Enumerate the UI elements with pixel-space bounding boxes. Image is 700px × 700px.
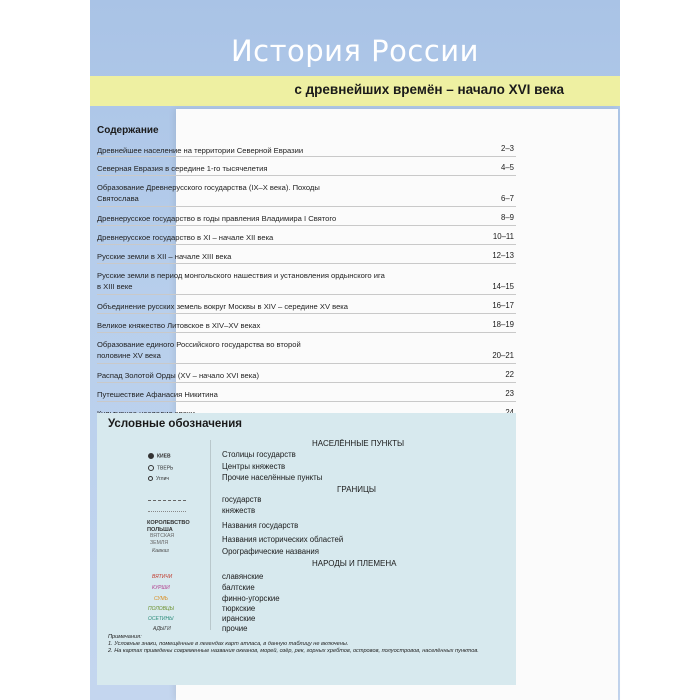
- capital-dot-icon: [148, 453, 154, 459]
- legend-entry: славянские: [222, 572, 264, 581]
- toc-page-number: 10–11: [492, 232, 514, 241]
- toc-item: Древнерусское государство в XI – начале XII века 10–11: [97, 226, 516, 245]
- legend-divider: [210, 440, 211, 630]
- legend-entry: финно-угорские: [222, 594, 280, 603]
- toc-page-number: 4–5: [500, 163, 514, 172]
- toc-item: Образование единого Российского государства во второй половине XV века 20–21: [97, 333, 516, 364]
- note-item: 1. Условные знаки, помещённые в легендах карт атласа, в данную таблицу не включены.: [108, 641, 349, 648]
- legend-section-peoples: НАРОДЫ И ПЛЕМЕНА: [312, 559, 397, 568]
- toc-page-number: 23: [505, 389, 514, 398]
- state-border-line-icon: [148, 500, 186, 501]
- baltic-people-symbol: КУРШИ: [152, 585, 170, 591]
- toc-item: Русские земли в период монгольского нашествия и установления ордынского ига в XIII веке 14–15: [97, 264, 516, 295]
- notes-heading: Примечания:: [108, 634, 142, 640]
- state-name-symbol: КОРОЛЕВСТВО ПОЛЬША: [147, 520, 190, 533]
- principality-center-symbol: ТВЕРЬ: [148, 465, 173, 471]
- toc-page-number: 2–3: [500, 144, 514, 153]
- toc-item: Северная Евразия в середине 1-го тысячелетия 4–5: [97, 157, 516, 176]
- legend-entry: государств: [222, 495, 262, 504]
- legend-entry: иранские: [222, 614, 256, 623]
- principality-border-line-icon: [148, 511, 186, 512]
- settlement-symbol: Углич: [148, 476, 169, 482]
- legend-section-borders: ГРАНИЦЫ: [337, 485, 376, 494]
- legend-entry: тюркские: [222, 604, 256, 613]
- orographic-name-symbol: Кавказ: [152, 548, 169, 554]
- center-dot-icon: [148, 465, 154, 471]
- legend-entry: балтские: [222, 583, 255, 592]
- other-people-symbol: АДЫГИ: [153, 626, 171, 632]
- page-title: История России: [230, 34, 479, 68]
- legend-section-settlements: НАСЕЛЁННЫЕ ПУНКТЫ: [312, 439, 405, 448]
- slavic-people-symbol: ВЯТИЧИ: [152, 574, 173, 580]
- settlement-dot-icon: [148, 476, 153, 481]
- legend-entry: Орографические названия: [222, 547, 319, 556]
- toc-page-number: 22: [505, 370, 514, 379]
- toc-page-number: 18–19: [492, 320, 514, 329]
- finno-ugric-people-symbol: СУМЬ: [154, 596, 168, 602]
- note-item: 2. На картах приведены современные названия океанов, морей, озёр, рек, горных хребтов, островов, полуостровов, населённых пунктов.: [108, 648, 479, 655]
- legend-entry: княжеств: [222, 506, 256, 515]
- toc-item: Образование Древнерусского государства (IX–X века). Походы Святослава 6–7: [97, 176, 516, 207]
- toc-page-number: 6–7: [500, 194, 514, 203]
- legend-entry: Названия исторических областей: [222, 535, 344, 544]
- toc-item: Распад Золотой Орды (XV – начало XVI века) 22: [97, 364, 516, 383]
- legend-notes: [108, 634, 508, 656]
- toc-page-number: 8–9: [500, 213, 514, 222]
- toc-page-number: 12–13: [492, 251, 514, 260]
- legend-entry: прочие: [222, 624, 248, 633]
- legend-entry: Названия государств: [222, 521, 299, 530]
- legend-entry: Прочие населённые пункты: [222, 473, 323, 482]
- legend-entry: Центры княжеств: [222, 462, 286, 471]
- table-of-contents: [97, 142, 516, 421]
- toc-item: Объединение русских земель вокруг Москвы в XIV – середине XV века 16–17: [97, 295, 516, 314]
- toc-item: Великое княжество Литовское в XIV–XV веках 18–19: [97, 314, 516, 333]
- toc-page-number: 20–21: [492, 351, 514, 360]
- iranian-people-symbol: ОСЕТИНЫ: [148, 616, 174, 622]
- region-name-symbol: ВЯТСКАЯ ЗЕМЛЯ: [150, 533, 175, 546]
- capital-symbol: КИЕВ: [148, 453, 171, 459]
- toc-page-number: 16–17: [492, 301, 514, 310]
- toc-heading: Содержание: [97, 125, 159, 136]
- legend-title: Условные обозначения: [108, 418, 243, 430]
- toc-item: Русские земли в XII – начале XIII века 12–13: [97, 245, 516, 264]
- toc-item: Древнерусское государство в годы правления Владимира I Святого 8–9: [97, 207, 516, 226]
- toc-page-number: 14–15: [492, 282, 514, 291]
- toc-item: Путешествие Афанасия Никитина 23: [97, 383, 516, 402]
- page-subtitle: с древнейших времён – начало XVI века: [294, 82, 564, 97]
- toc-item: Древнейшее население на территории Северной Евразии 2–3: [97, 144, 514, 155]
- turkic-people-symbol: ПОЛОВЦЫ: [148, 606, 175, 612]
- legend-entry: Столицы государств: [222, 450, 296, 459]
